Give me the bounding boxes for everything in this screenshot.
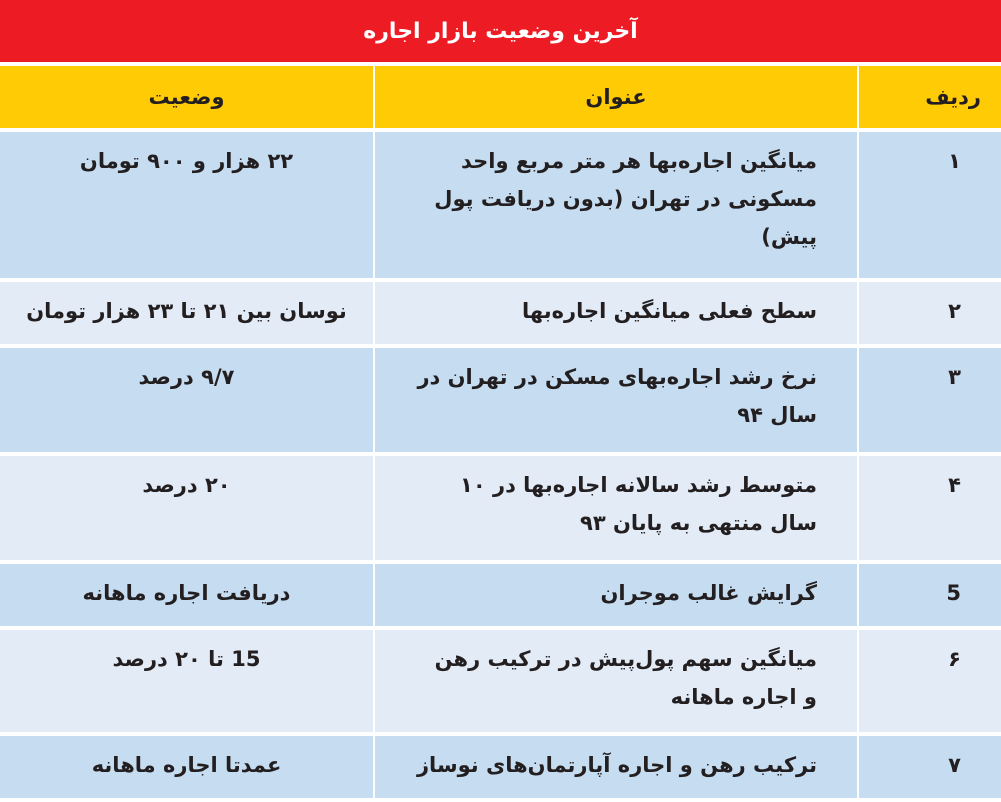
header-vaziat-label: وضعیت [148, 85, 225, 109]
row-3-vaziat: ۹/۷ درصد [0, 348, 373, 456]
row-1-vaziat: ۲۲ هزار و ۹۰۰ تومان [0, 132, 373, 282]
header-onvan [373, 66, 857, 132]
header-onvan-label: عنوان [585, 85, 647, 109]
row-5-radif: 5 [857, 564, 1001, 630]
header-vaziat [0, 66, 373, 132]
row-6-onvan: میانگین سهم پول‌پیش در ترکیب رهن و اجاره ماهانه [373, 630, 857, 736]
row-5-onvan: گرایش غالب موجران [373, 564, 857, 630]
row-4-vaziat: ۲۰ درصد [0, 456, 373, 564]
row-4-radif: ۴ [857, 456, 1001, 564]
header-radif [857, 66, 1001, 132]
row-1-onvan: میانگین اجاره‌بها هر متر مربع واحد مسکونی در تهران (بدون دریافت پول پیش) [373, 132, 857, 282]
row-2-vaziat: نوسان بین ۲۱ تا ۲۳ هزار تومان [0, 282, 373, 348]
row-2-radif: ۲ [857, 282, 1001, 348]
row-3-onvan: نرخ رشد اجاره‌بهای مسکن در تهران در سال ۹۴ [373, 348, 857, 456]
row-6-radif: ۶ [857, 630, 1001, 736]
row-6-vaziat: 15 تا ۲۰ درصد [0, 630, 373, 736]
row-4-onvan: متوسط رشد سالانه اجاره‌بها در ۱۰ سال منتهی به پایان ۹۳ [373, 456, 857, 564]
table-title: آخرین وضعیت بازار اجاره [0, 0, 1001, 62]
row-7-radif: ۷ [857, 736, 1001, 802]
row-3-radif: ۳ [857, 348, 1001, 456]
row-2-onvan: سطح فعلی میانگین اجاره‌بها [373, 282, 857, 348]
row-5-vaziat: دریافت اجاره ماهانه [0, 564, 373, 630]
table-grid [0, 62, 1001, 798]
row-1-radif: ۱ [857, 132, 1001, 282]
row-7-vaziat: عمدتا اجاره ماهانه [0, 736, 373, 802]
row-7-onvan: ترکیب رهن و اجاره آپارتمان‌های نوساز [373, 736, 857, 802]
header-radif-label: ردیف [925, 85, 981, 109]
